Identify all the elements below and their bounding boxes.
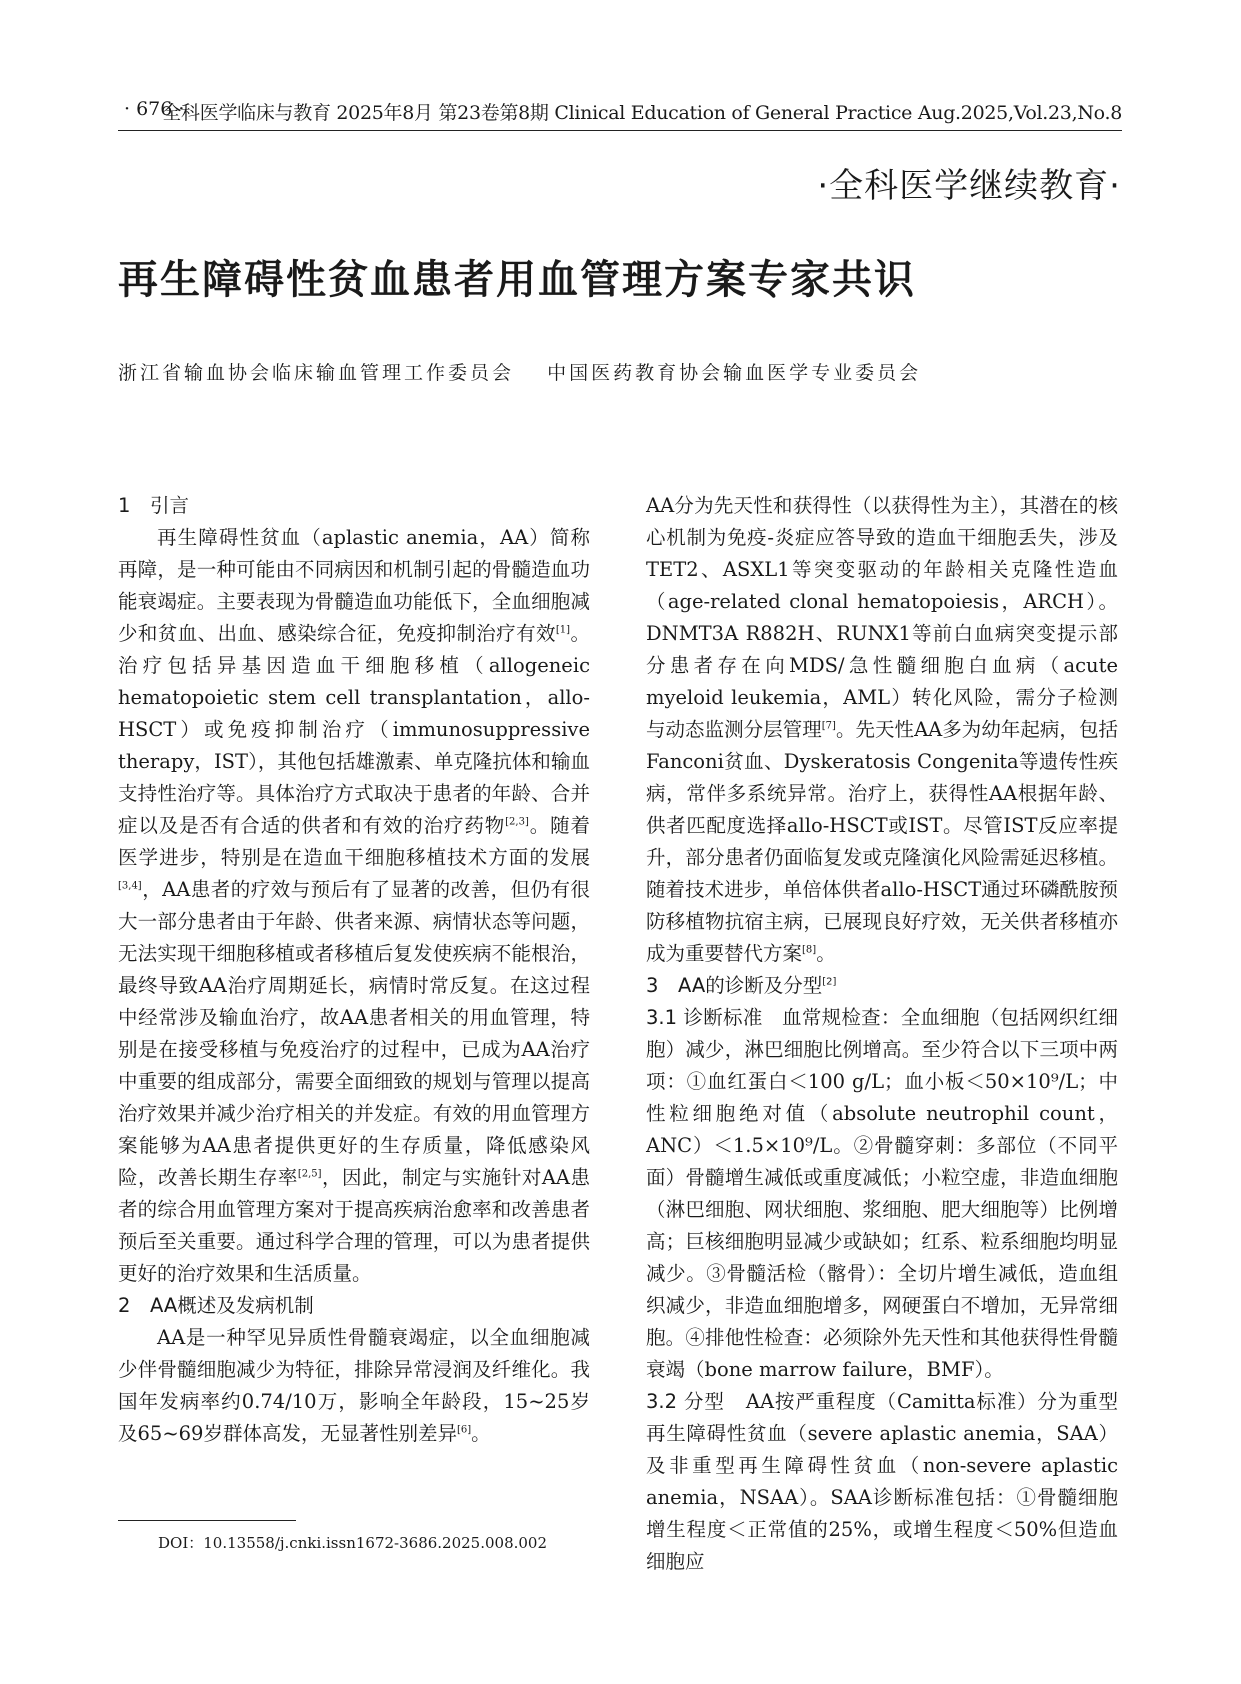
right-column — [646, 490, 1118, 1578]
citation-ref: [1] — [555, 624, 571, 636]
journal-citation: 全科医学临床与教育 2025年8月 第23卷第8期 Clinical Education of General Practice Aug.2025,Vol.23,No.8 — [162, 102, 1122, 124]
text-run: ，AA患者的疗效与预后有了显著的改善，但仍有很大一部分患者由于年龄、供者来源、病情状态等问题，无法实现干细胞移植或者移植后复发使疾病不能根治，最终导致AA治疗周期延长，病情时常反复。在这过程中经常涉及输血治疗，故AA患者相关的用血管理，特别是在接受移植与免疫治疗的过程中，已成为AA治疗中重要的组成部分，需要全面细致的规划与管理以提高治疗效果并减少治疗相关的并发症。有效的用血管理方案能够为AA患者提供更好的生存质量，降低感染风险，改善长期生存率 — [118, 878, 590, 1189]
text-run: AA是一种罕见异质性骨髓衰竭症，以全血细胞减少伴骨髓细胞减少为特征，排除异常浸润及纤维化。我国年发病率约0.74/10万，影响全年龄段，15~25岁及65~69岁群体高发，无显著性别差异 — [118, 1326, 590, 1445]
section-heading-2 — [118, 1290, 590, 1322]
section-number: 1 — [118, 494, 131, 517]
subsection-label: 3.1 诊断标准 — [646, 1006, 763, 1029]
left-column — [118, 490, 590, 1450]
text-run: 血常规检查：全血细胞（包括网织红细胞）减少，淋巴细胞比例增高。至少符合以下三项中两项：①血红蛋白＜100 g/L；血小板＜50×10⁹/L；中性粒细胞绝对值（absolute neutrophil count，ANC）＜1.5×10⁹/L。②骨髓穿刺：多部位（不同平面）骨髓增生减低或重度减低；小粒空虚，非造血细胞（淋巴细胞、网状细胞、浆细胞、肥大细胞等）比例增高；巨核细胞明显减少或缺如；红系、粒系细胞均明显减少。③骨髓活检（髂骨）：全切片增生减低，造血组织减少，非造血细胞增多，网硬蛋白不增加，无异常细胞。④排他性检查：必须除外先天性和其他获得性骨髓衰竭（bone marrow failure，BMF）。 — [646, 1006, 1118, 1381]
section-heading-1 — [118, 490, 590, 522]
footnote-divider — [118, 1520, 296, 1521]
text-run: AA按严重程度（Camitta标准）分为重型再生障碍性贫血（severe aplastic anemia，SAA）及非重型再生障碍性贫血（non-severe aplastic anemia，NSAA）。SAA诊断标准包括：①骨髓细胞增生程度＜正常值的25%，或增生程度＜50%但造血细胞应 — [646, 1390, 1118, 1573]
text-run: 。随着医学进步，特别是在造血干细胞移植技术方面的发展 — [118, 814, 590, 869]
paragraph-classification — [646, 1386, 1118, 1578]
paragraph-overview — [118, 1322, 590, 1450]
running-header — [118, 98, 1122, 131]
doi-footnote: DOI：10.13558/j.cnki.issn1672-3686.2025.008.002 — [158, 1534, 548, 1552]
text-run: 。 — [816, 942, 836, 965]
page-number: · 676 · — [124, 98, 185, 120]
author-org-1: 浙江省输血协会临床输血管理工作委员会 — [118, 362, 515, 384]
author-org-2: 中国医药教育协会输血医学专业委员会 — [547, 362, 922, 384]
citation-ref: [3,4] — [118, 880, 142, 892]
citation-ref: [8] — [802, 944, 817, 956]
section-title: AA的诊断及分型 — [678, 974, 823, 997]
citation-ref: [7] — [821, 720, 836, 732]
paragraph-intro — [118, 522, 590, 1290]
paragraph-overview-cont — [646, 490, 1118, 970]
section-title: 引言 — [150, 494, 190, 517]
text-run: ，因此，制定与实施针对AA患者的综合用血管理方案对于提高疾病治愈率和改善患者预后至关重要。通过科学合理的管理，可以为患者提供更好的治疗效果和生活质量。 — [118, 1166, 590, 1285]
author-list — [118, 358, 921, 385]
citation-ref: [6] — [456, 1424, 472, 1436]
subsection-label: 3.2 分型 — [646, 1390, 725, 1413]
section-number: 3 — [646, 974, 659, 997]
text-run: AA分为先天性和获得性（以获得性为主），其潜在的核心机制为免疫-炎症应答导致的造血干细胞丢失，涉及TET2、ASXL1等突变驱动的年龄相关克隆性造血（age-related clonal hematopoiesis，ARCH）。DNMT3A R882H、RUNX1等前白血病突变提示部分患者存在向MDS/急性髓细胞白血病（acute myeloid leukemia，AML）转化风险，需分子检测与动态监测分层管理 — [646, 494, 1118, 741]
citation-ref: [2] — [822, 976, 837, 988]
text-run: 。先天性AA多为幼年起病，包括Fanconi贫血、Dyskeratosis Congenita等遗传性疾病，常伴多系统异常。治疗上，获得性AA根据年龄、供者匹配度选择allo-HSCT或IST。尽管IST反应率提升，部分患者仍面临复发或克隆演化风险需延迟移植。随着技术进步，单倍体供者allo-HSCT通过环磷酰胺预防移植物抗宿主病，已展现良好疗效，无关供者移植亦成为重要替代方案 — [646, 718, 1118, 965]
section-tag: ·全科医学继续教育· — [817, 166, 1121, 206]
citation-ref: [2,3] — [505, 816, 529, 828]
text-run: 再生障碍性贫血（aplastic anemia，AA）简称再障，是一种可能由不同病因和机制引起的骨髓造血功能衰竭症。主要表现为骨髓造血功能低下，全血细胞减少和贫血、出血、感染综合征，免疫抑制治疗有效 — [118, 526, 590, 645]
paragraph-diagnosis — [646, 1002, 1118, 1386]
citation-ref: [2,5] — [297, 1168, 322, 1180]
article-title: 再生障碍性贫血患者用血管理方案专家共识 — [118, 257, 916, 303]
text-run: 。治疗包括异基因造血干细胞移植（allogeneic hematopoietic stem cell transplantation，allo-HSCT）或免疫抑制治疗（immunosuppressive therapy，IST），其他包括雄激素、单克隆抗体和输血支持性治疗等。具体治疗方式取决于患者的年龄、合并症以及是否有合适的供者和有效的治疗药物 — [118, 622, 590, 837]
section-heading-3 — [646, 970, 1118, 1002]
section-title: AA概述及发病机制 — [150, 1294, 314, 1317]
text-run: 。 — [471, 1422, 491, 1445]
section-number: 2 — [118, 1294, 131, 1317]
